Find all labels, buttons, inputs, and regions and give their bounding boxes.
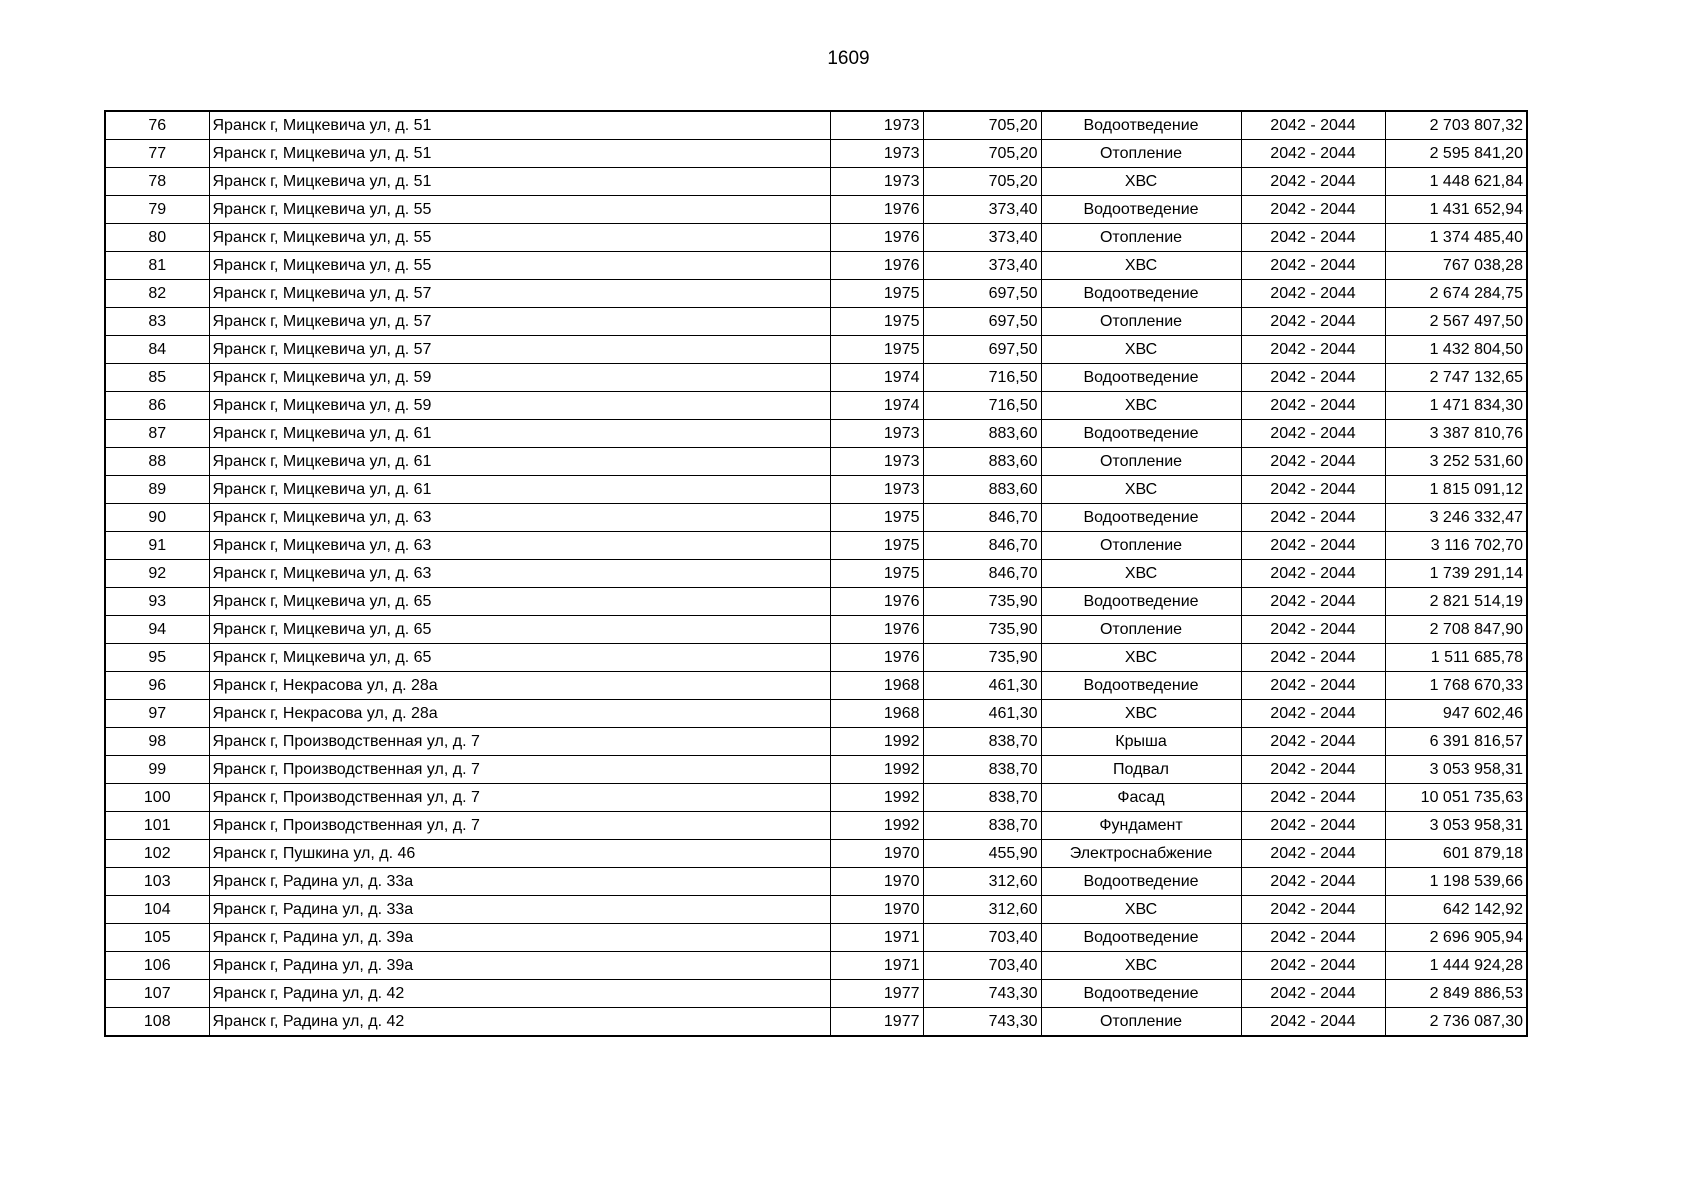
area-cell: 312,60 <box>923 896 1041 924</box>
period-cell: 2042 - 2044 <box>1241 448 1385 476</box>
cost-cell: 947 602,46 <box>1385 700 1527 728</box>
table-row <box>105 588 1527 616</box>
period-cell: 2042 - 2044 <box>1241 336 1385 364</box>
address-cell: Яранск г, Радина ул, д. 33а <box>209 868 830 896</box>
address-cell: Яранск г, Мицкевича ул, д. 65 <box>209 588 830 616</box>
build-year-cell: 1976 <box>830 196 923 224</box>
address-cell: Яранск г, Производственная ул, д. 7 <box>209 812 830 840</box>
period-cell: 2042 - 2044 <box>1241 252 1385 280</box>
row-number-cell: 87 <box>105 420 209 448</box>
cost-cell: 642 142,92 <box>1385 896 1527 924</box>
table-row <box>105 420 1527 448</box>
cost-cell: 2 696 905,94 <box>1385 924 1527 952</box>
table-body <box>105 111 1527 1036</box>
table-row <box>105 252 1527 280</box>
table-row <box>105 280 1527 308</box>
build-year-cell: 1973 <box>830 476 923 504</box>
work-type-cell: Электроснабжение <box>1041 840 1241 868</box>
period-cell: 2042 - 2044 <box>1241 784 1385 812</box>
work-type-cell: Водоотведение <box>1041 980 1241 1008</box>
period-cell: 2042 - 2044 <box>1241 700 1385 728</box>
build-year-cell: 1974 <box>830 364 923 392</box>
area-cell: 373,40 <box>923 196 1041 224</box>
build-year-cell: 1973 <box>830 111 923 140</box>
address-cell: Яранск г, Некрасова ул, д. 28а <box>209 672 830 700</box>
work-type-cell: Водоотведение <box>1041 924 1241 952</box>
work-type-cell: Водоотведение <box>1041 588 1241 616</box>
work-type-cell: Водоотведение <box>1041 196 1241 224</box>
table-row <box>105 196 1527 224</box>
row-number-cell: 100 <box>105 784 209 812</box>
table-row <box>105 224 1527 252</box>
address-cell: Яранск г, Мицкевича ул, д. 63 <box>209 504 830 532</box>
cost-cell: 1 739 291,14 <box>1385 560 1527 588</box>
row-number-cell: 107 <box>105 980 209 1008</box>
table-row <box>105 392 1527 420</box>
build-year-cell: 1970 <box>830 840 923 868</box>
area-cell: 373,40 <box>923 252 1041 280</box>
row-number-cell: 108 <box>105 1008 209 1037</box>
period-cell: 2042 - 2044 <box>1241 868 1385 896</box>
area-cell: 716,50 <box>923 392 1041 420</box>
row-number-cell: 102 <box>105 840 209 868</box>
area-cell: 846,70 <box>923 532 1041 560</box>
area-cell: 846,70 <box>923 504 1041 532</box>
work-type-cell: Водоотведение <box>1041 672 1241 700</box>
address-cell: Яранск г, Мицкевича ул, д. 59 <box>209 364 830 392</box>
table-row <box>105 924 1527 952</box>
period-cell: 2042 - 2044 <box>1241 812 1385 840</box>
table-row <box>105 784 1527 812</box>
area-cell: 838,70 <box>923 756 1041 784</box>
table-row <box>105 644 1527 672</box>
build-year-cell: 1976 <box>830 644 923 672</box>
address-cell: Яранск г, Мицкевича ул, д. 59 <box>209 392 830 420</box>
build-year-cell: 1976 <box>830 616 923 644</box>
work-type-cell: Водоотведение <box>1041 111 1241 140</box>
area-cell: 883,60 <box>923 448 1041 476</box>
period-cell: 2042 - 2044 <box>1241 420 1385 448</box>
row-number-cell: 106 <box>105 952 209 980</box>
build-year-cell: 1968 <box>830 700 923 728</box>
period-cell: 2042 - 2044 <box>1241 756 1385 784</box>
table-row <box>105 868 1527 896</box>
address-cell: Яранск г, Радина ул, д. 39а <box>209 924 830 952</box>
area-cell: 312,60 <box>923 868 1041 896</box>
row-number-cell: 80 <box>105 224 209 252</box>
work-type-cell: Отопление <box>1041 308 1241 336</box>
work-type-cell: Отопление <box>1041 532 1241 560</box>
work-type-cell: Отопление <box>1041 616 1241 644</box>
address-cell: Яранск г, Мицкевича ул, д. 65 <box>209 616 830 644</box>
cost-cell: 1 511 685,78 <box>1385 644 1527 672</box>
table-row <box>105 560 1527 588</box>
address-cell: Яранск г, Мицкевича ул, д. 51 <box>209 168 830 196</box>
cost-cell: 2 595 841,20 <box>1385 140 1527 168</box>
work-type-cell: ХВС <box>1041 336 1241 364</box>
row-number-cell: 90 <box>105 504 209 532</box>
period-cell: 2042 - 2044 <box>1241 980 1385 1008</box>
work-type-cell: ХВС <box>1041 476 1241 504</box>
area-cell: 461,30 <box>923 700 1041 728</box>
address-cell: Яранск г, Мицкевича ул, д. 51 <box>209 140 830 168</box>
table-row <box>105 756 1527 784</box>
row-number-cell: 97 <box>105 700 209 728</box>
table-row <box>105 672 1527 700</box>
build-year-cell: 1977 <box>830 1008 923 1037</box>
period-cell: 2042 - 2044 <box>1241 588 1385 616</box>
build-year-cell: 1992 <box>830 728 923 756</box>
build-year-cell: 1976 <box>830 224 923 252</box>
address-cell: Яранск г, Мицкевича ул, д. 57 <box>209 280 830 308</box>
area-cell: 703,40 <box>923 924 1041 952</box>
row-number-cell: 82 <box>105 280 209 308</box>
area-cell: 735,90 <box>923 616 1041 644</box>
work-type-cell: Отопление <box>1041 140 1241 168</box>
table-row <box>105 364 1527 392</box>
cost-cell: 3 053 958,31 <box>1385 812 1527 840</box>
table-row <box>105 532 1527 560</box>
row-number-cell: 94 <box>105 616 209 644</box>
row-number-cell: 103 <box>105 868 209 896</box>
address-cell: Яранск г, Мицкевича ул, д. 65 <box>209 644 830 672</box>
period-cell: 2042 - 2044 <box>1241 364 1385 392</box>
cost-cell: 2 736 087,30 <box>1385 1008 1527 1037</box>
area-cell: 735,90 <box>923 588 1041 616</box>
address-cell: Яранск г, Мицкевича ул, д. 61 <box>209 448 830 476</box>
period-cell: 2042 - 2044 <box>1241 672 1385 700</box>
period-cell: 2042 - 2044 <box>1241 1008 1385 1037</box>
cost-cell: 1 448 621,84 <box>1385 168 1527 196</box>
row-number-cell: 99 <box>105 756 209 784</box>
row-number-cell: 88 <box>105 448 209 476</box>
cost-cell: 767 038,28 <box>1385 252 1527 280</box>
row-number-cell: 101 <box>105 812 209 840</box>
build-year-cell: 1975 <box>830 336 923 364</box>
area-cell: 883,60 <box>923 476 1041 504</box>
period-cell: 2042 - 2044 <box>1241 952 1385 980</box>
address-cell: Яранск г, Мицкевича ул, д. 63 <box>209 532 830 560</box>
cost-cell: 3 246 332,47 <box>1385 504 1527 532</box>
cost-cell: 2 747 132,65 <box>1385 364 1527 392</box>
cost-cell: 1 431 652,94 <box>1385 196 1527 224</box>
build-year-cell: 1975 <box>830 504 923 532</box>
cost-cell: 3 116 702,70 <box>1385 532 1527 560</box>
repair-schedule-table <box>104 110 1528 1037</box>
work-type-cell: ХВС <box>1041 952 1241 980</box>
row-number-cell: 79 <box>105 196 209 224</box>
area-cell: 838,70 <box>923 812 1041 840</box>
cost-cell: 2 674 284,75 <box>1385 280 1527 308</box>
area-cell: 883,60 <box>923 420 1041 448</box>
cost-cell: 601 879,18 <box>1385 840 1527 868</box>
work-type-cell: ХВС <box>1041 168 1241 196</box>
period-cell: 2042 - 2044 <box>1241 476 1385 504</box>
area-cell: 455,90 <box>923 840 1041 868</box>
row-number-cell: 84 <box>105 336 209 364</box>
work-type-cell: Крыша <box>1041 728 1241 756</box>
cost-cell: 1 815 091,12 <box>1385 476 1527 504</box>
row-number-cell: 98 <box>105 728 209 756</box>
cost-cell: 3 053 958,31 <box>1385 756 1527 784</box>
period-cell: 2042 - 2044 <box>1241 532 1385 560</box>
address-cell: Яранск г, Мицкевича ул, д. 55 <box>209 196 830 224</box>
cost-cell: 2 567 497,50 <box>1385 308 1527 336</box>
row-number-cell: 76 <box>105 111 209 140</box>
period-cell: 2042 - 2044 <box>1241 140 1385 168</box>
address-cell: Яранск г, Производственная ул, д. 7 <box>209 728 830 756</box>
work-type-cell: ХВС <box>1041 252 1241 280</box>
build-year-cell: 1973 <box>830 420 923 448</box>
build-year-cell: 1975 <box>830 560 923 588</box>
work-type-cell: Водоотведение <box>1041 504 1241 532</box>
work-type-cell: Подвал <box>1041 756 1241 784</box>
row-number-cell: 104 <box>105 896 209 924</box>
address-cell: Яранск г, Радина ул, д. 39а <box>209 952 830 980</box>
work-type-cell: ХВС <box>1041 700 1241 728</box>
cost-cell: 2 703 807,32 <box>1385 111 1527 140</box>
address-cell: Яранск г, Радина ул, д. 42 <box>209 1008 830 1037</box>
table-row <box>105 700 1527 728</box>
table-row <box>105 728 1527 756</box>
table-row <box>105 336 1527 364</box>
build-year-cell: 1992 <box>830 812 923 840</box>
period-cell: 2042 - 2044 <box>1241 280 1385 308</box>
address-cell: Яранск г, Мицкевича ул, д. 55 <box>209 224 830 252</box>
address-cell: Яранск г, Мицкевича ул, д. 55 <box>209 252 830 280</box>
area-cell: 697,50 <box>923 308 1041 336</box>
period-cell: 2042 - 2044 <box>1241 111 1385 140</box>
table-row <box>105 616 1527 644</box>
work-type-cell: Отопление <box>1041 224 1241 252</box>
area-cell: 716,50 <box>923 364 1041 392</box>
period-cell: 2042 - 2044 <box>1241 196 1385 224</box>
row-number-cell: 77 <box>105 140 209 168</box>
period-cell: 2042 - 2044 <box>1241 616 1385 644</box>
area-cell: 705,20 <box>923 140 1041 168</box>
build-year-cell: 1973 <box>830 168 923 196</box>
table-row <box>105 980 1527 1008</box>
build-year-cell: 1970 <box>830 896 923 924</box>
row-number-cell: 81 <box>105 252 209 280</box>
row-number-cell: 92 <box>105 560 209 588</box>
address-cell: Яранск г, Мицкевича ул, д. 63 <box>209 560 830 588</box>
area-cell: 705,20 <box>923 168 1041 196</box>
build-year-cell: 1971 <box>830 924 923 952</box>
build-year-cell: 1975 <box>830 280 923 308</box>
table-row <box>105 476 1527 504</box>
build-year-cell: 1975 <box>830 532 923 560</box>
build-year-cell: 1974 <box>830 392 923 420</box>
build-year-cell: 1976 <box>830 252 923 280</box>
area-cell: 743,30 <box>923 980 1041 1008</box>
work-type-cell: Отопление <box>1041 1008 1241 1037</box>
period-cell: 2042 - 2044 <box>1241 392 1385 420</box>
row-number-cell: 95 <box>105 644 209 672</box>
build-year-cell: 1970 <box>830 868 923 896</box>
address-cell: Яранск г, Мицкевича ул, д. 61 <box>209 420 830 448</box>
address-cell: Яранск г, Мицкевича ул, д. 57 <box>209 308 830 336</box>
address-cell: Яранск г, Пушкина ул, д. 46 <box>209 840 830 868</box>
table-row <box>105 504 1527 532</box>
area-cell: 846,70 <box>923 560 1041 588</box>
table-row <box>105 448 1527 476</box>
address-cell: Яранск г, Некрасова ул, д. 28а <box>209 700 830 728</box>
work-type-cell: Фундамент <box>1041 812 1241 840</box>
area-cell: 697,50 <box>923 280 1041 308</box>
work-type-cell: Водоотведение <box>1041 420 1241 448</box>
build-year-cell: 1971 <box>830 952 923 980</box>
cost-cell: 3 387 810,76 <box>1385 420 1527 448</box>
cost-cell: 2 708 847,90 <box>1385 616 1527 644</box>
table-row <box>105 308 1527 336</box>
period-cell: 2042 - 2044 <box>1241 728 1385 756</box>
row-number-cell: 93 <box>105 588 209 616</box>
area-cell: 373,40 <box>923 224 1041 252</box>
page-number: 1609 <box>827 48 870 69</box>
cost-cell: 2 849 886,53 <box>1385 980 1527 1008</box>
table-row <box>105 140 1527 168</box>
row-number-cell: 83 <box>105 308 209 336</box>
table-row <box>105 111 1527 140</box>
row-number-cell: 86 <box>105 392 209 420</box>
cost-cell: 1 471 834,30 <box>1385 392 1527 420</box>
period-cell: 2042 - 2044 <box>1241 168 1385 196</box>
cost-cell: 3 252 531,60 <box>1385 448 1527 476</box>
area-cell: 697,50 <box>923 336 1041 364</box>
work-type-cell: ХВС <box>1041 896 1241 924</box>
work-type-cell: Водоотведение <box>1041 364 1241 392</box>
address-cell: Яранск г, Мицкевича ул, д. 51 <box>209 111 830 140</box>
table-row <box>105 952 1527 980</box>
row-number-cell: 89 <box>105 476 209 504</box>
period-cell: 2042 - 2044 <box>1241 840 1385 868</box>
address-cell: Яранск г, Производственная ул, д. 7 <box>209 784 830 812</box>
work-type-cell: Фасад <box>1041 784 1241 812</box>
area-cell: 703,40 <box>923 952 1041 980</box>
row-number-cell: 105 <box>105 924 209 952</box>
work-type-cell: ХВС <box>1041 392 1241 420</box>
area-cell: 705,20 <box>923 111 1041 140</box>
row-number-cell: 96 <box>105 672 209 700</box>
period-cell: 2042 - 2044 <box>1241 560 1385 588</box>
period-cell: 2042 - 2044 <box>1241 308 1385 336</box>
table-row <box>105 840 1527 868</box>
table-row <box>105 168 1527 196</box>
address-cell: Яранск г, Радина ул, д. 42 <box>209 980 830 1008</box>
row-number-cell: 85 <box>105 364 209 392</box>
build-year-cell: 1973 <box>830 140 923 168</box>
build-year-cell: 1976 <box>830 588 923 616</box>
area-cell: 838,70 <box>923 784 1041 812</box>
cost-cell: 1 198 539,66 <box>1385 868 1527 896</box>
cost-cell: 1 374 485,40 <box>1385 224 1527 252</box>
address-cell: Яранск г, Радина ул, д. 33а <box>209 896 830 924</box>
row-number-cell: 78 <box>105 168 209 196</box>
table-row <box>105 896 1527 924</box>
work-type-cell: ХВС <box>1041 644 1241 672</box>
address-cell: Яранск г, Мицкевича ул, д. 61 <box>209 476 830 504</box>
period-cell: 2042 - 2044 <box>1241 896 1385 924</box>
work-type-cell: ХВС <box>1041 560 1241 588</box>
area-cell: 735,90 <box>923 644 1041 672</box>
build-year-cell: 1975 <box>830 308 923 336</box>
build-year-cell: 1977 <box>830 980 923 1008</box>
area-cell: 461,30 <box>923 672 1041 700</box>
area-cell: 743,30 <box>923 1008 1041 1037</box>
area-cell: 838,70 <box>923 728 1041 756</box>
address-cell: Яранск г, Мицкевича ул, д. 57 <box>209 336 830 364</box>
table-row <box>105 1008 1527 1037</box>
build-year-cell: 1992 <box>830 784 923 812</box>
cost-cell: 1 768 670,33 <box>1385 672 1527 700</box>
work-type-cell: Водоотведение <box>1041 868 1241 896</box>
table-row <box>105 812 1527 840</box>
work-type-cell: Водоотведение <box>1041 280 1241 308</box>
period-cell: 2042 - 2044 <box>1241 224 1385 252</box>
row-number-cell: 91 <box>105 532 209 560</box>
cost-cell: 10 051 735,63 <box>1385 784 1527 812</box>
work-type-cell: Отопление <box>1041 448 1241 476</box>
period-cell: 2042 - 2044 <box>1241 924 1385 952</box>
build-year-cell: 1973 <box>830 448 923 476</box>
cost-cell: 1 444 924,28 <box>1385 952 1527 980</box>
period-cell: 2042 - 2044 <box>1241 504 1385 532</box>
build-year-cell: 1968 <box>830 672 923 700</box>
address-cell: Яранск г, Производственная ул, д. 7 <box>209 756 830 784</box>
build-year-cell: 1992 <box>830 756 923 784</box>
cost-cell: 6 391 816,57 <box>1385 728 1527 756</box>
period-cell: 2042 - 2044 <box>1241 644 1385 672</box>
cost-cell: 2 821 514,19 <box>1385 588 1527 616</box>
cost-cell: 1 432 804,50 <box>1385 336 1527 364</box>
